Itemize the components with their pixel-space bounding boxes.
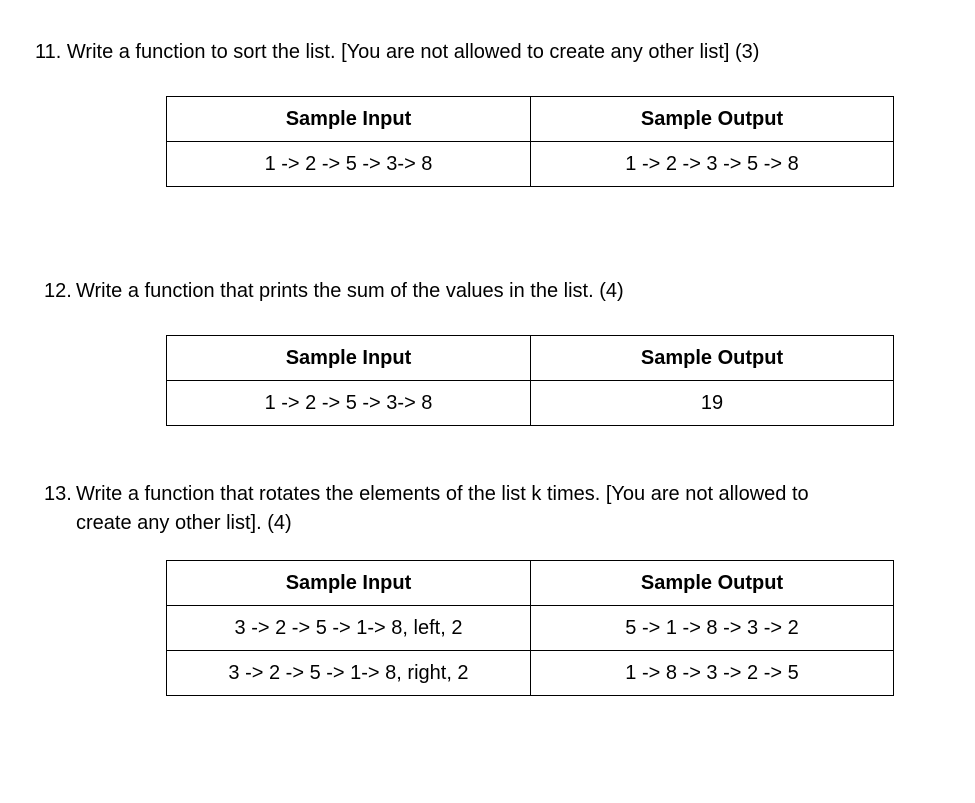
table-row [167, 606, 894, 651]
sample-output-cell: 1 -> 8 -> 3 -> 2 -> 5 [531, 651, 894, 696]
header-sample-output: Sample Output [531, 97, 894, 142]
table-row [167, 381, 894, 426]
sample-table-12 [166, 335, 894, 426]
header-sample-input: Sample Input [167, 336, 531, 381]
table-row [167, 142, 894, 187]
sample-input-cell: 3 -> 2 -> 5 -> 1-> 8, left, 2 [167, 606, 531, 651]
table-row [167, 651, 894, 696]
question-text-line-2: create any other list]. (4) [76, 512, 292, 534]
sample-input-cell: 1 -> 2 -> 5 -> 3-> 8 [167, 142, 531, 187]
question-number: 12. [44, 280, 72, 302]
question-text-line-1: Write a function that rotates the elements of the list k times. [You are not allowed to [76, 483, 809, 505]
header-sample-input: Sample Input [167, 561, 531, 606]
question-12 [44, 277, 624, 306]
header-sample-input: Sample Input [167, 97, 531, 142]
sample-output-cell: 1 -> 2 -> 3 -> 5 -> 8 [531, 142, 894, 187]
header-sample-output: Sample Output [531, 336, 894, 381]
question-number: 13. [44, 483, 72, 505]
question-13 [44, 480, 924, 538]
sample-table-11 [166, 96, 894, 187]
sample-output-cell: 19 [531, 381, 894, 426]
question-11 [35, 38, 759, 67]
header-sample-output: Sample Output [531, 561, 894, 606]
table-header-row [167, 97, 894, 142]
table-header-row [167, 561, 894, 606]
sample-table-13 [166, 560, 894, 696]
sample-input-cell: 1 -> 2 -> 5 -> 3-> 8 [167, 381, 531, 426]
question-number: 11. [35, 41, 62, 63]
question-text: Write a function to sort the list. [You are not allowed to create any other list] (3) [66, 41, 760, 63]
sample-input-cell: 3 -> 2 -> 5 -> 1-> 8, right, 2 [167, 651, 531, 696]
sample-output-cell: 5 -> 1 -> 8 -> 3 -> 2 [531, 606, 894, 651]
question-text: Write a function that prints the sum of the values in the list. (4) [76, 280, 624, 302]
table-header-row [167, 336, 894, 381]
